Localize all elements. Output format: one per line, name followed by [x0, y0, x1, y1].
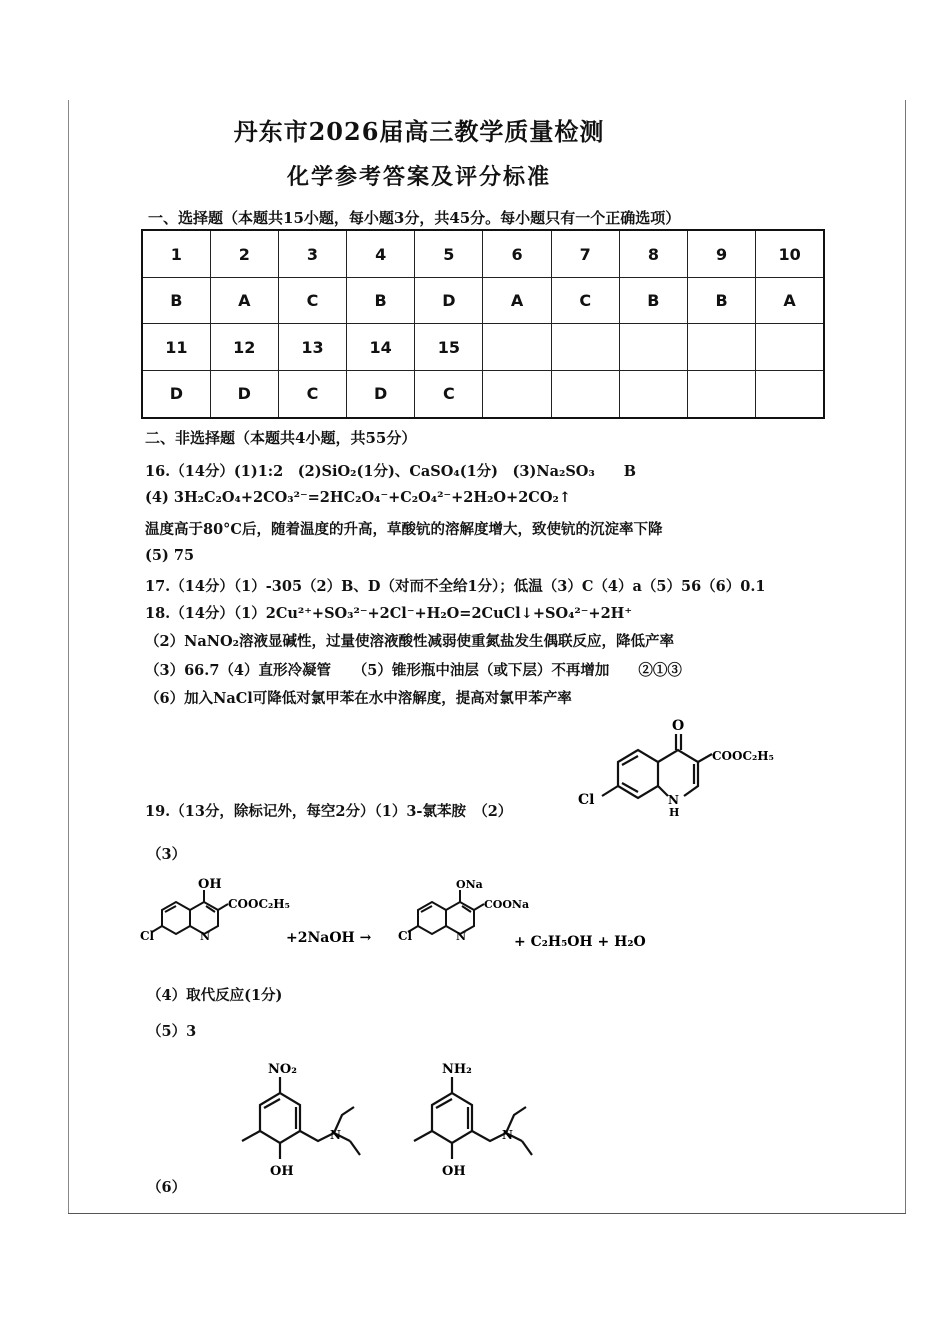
q19-part6-structures: [220, 1055, 580, 1190]
struct-b-oh-label: OH: [442, 1164, 466, 1179]
question-number-cell: [619, 324, 687, 370]
q16-line1: 16.（14分）(1)1:2 (2)SiO₂(1分)、CaSO₄(1分) (3)Na₂SO₃ B: [145, 463, 637, 480]
question-number-cell: [756, 324, 824, 370]
q19-reaction-scheme: [140, 870, 660, 960]
q16-line2: (4) 3H₂C₂O₄+2CO₃²⁻=2HC₂O₄⁻+C₂O₄²⁻+2H₂O+2CO₂↑: [145, 489, 571, 506]
section2-heading: 二、非选择题（本题共4小题，共55分）: [145, 429, 417, 447]
q16-line3: 温度高于80°C后，随着温度的升高，草酸钪的溶解度增大，致使钪的沉淀率下降: [145, 521, 663, 538]
product-n-label: N: [456, 930, 467, 943]
reactant-n-label: N: [200, 930, 211, 943]
struct-a-oh-label: OH: [270, 1164, 294, 1179]
question-number-cell: [551, 324, 619, 370]
question-number-cell: 10: [756, 230, 824, 278]
page-title: 丹东市2026届高三教学质量检测: [233, 117, 605, 146]
q18-line1: 18.（14分）（1）2Cu²⁺+SO₃²⁻+2Cl⁻+H₂O=2CuCl↓+SO₄²⁻+2H⁺: [145, 605, 633, 622]
answer-cell: D: [142, 370, 210, 418]
answer-table-row: [142, 324, 824, 370]
reactant-oh-label: OH: [198, 877, 222, 892]
struct-b-nh2-label: NH₂: [442, 1062, 472, 1077]
question-number-cell: 15: [415, 324, 483, 370]
answer-cell: [619, 370, 687, 418]
question-number-cell: 5: [415, 230, 483, 278]
quinolone-n-label: N: [668, 793, 679, 807]
question-number-cell: [688, 324, 756, 370]
q18-line2: （2）NaNO₂溶液显碱性，过量使溶液酸性减弱使重氮盐发生偶联反应，降低产率: [145, 633, 674, 650]
answer-cell: C: [278, 370, 346, 418]
q17-line: 17.（14分）（1）-305（2）B、D（对而不全给1分）；低温（3）C（4）a（5）56（6）0.1: [145, 578, 766, 595]
answer-cell: C: [415, 370, 483, 418]
question-number-cell: 7: [551, 230, 619, 278]
answer-table: [141, 229, 825, 419]
struct-b-n-label: N: [502, 1128, 513, 1142]
reactant-ester-label: COOC₂H₅: [228, 897, 290, 911]
answer-cell: [688, 370, 756, 418]
page-subtitle: 化学参考答案及评分标准: [286, 164, 551, 190]
q18-line4: （6）加入NaCl可降低对氯甲苯在水中溶解度，提高对氯甲苯产率: [145, 690, 572, 707]
question-number-cell: 13: [278, 324, 346, 370]
answer-cell: D: [415, 278, 483, 324]
question-number-cell: 14: [347, 324, 415, 370]
section1-heading: 一、选择题（本题共15小题，每小题3分，共45分。每小题只有一个正确选项）: [148, 209, 681, 227]
answer-table-row: [142, 230, 824, 278]
reagent-text: +2NaOH →: [286, 930, 372, 946]
product-cl-label: Cl: [398, 929, 413, 943]
answer-table-row: [142, 370, 824, 418]
answer-cell: [756, 370, 824, 418]
reactant-cl-label: Cl: [140, 929, 155, 943]
question-number-cell: 3: [278, 230, 346, 278]
answer-cell: A: [756, 278, 824, 324]
quinolone-cl-label: Cl: [578, 792, 595, 808]
quinolone-h-label: H: [669, 806, 680, 819]
question-number-cell: 1: [142, 230, 210, 278]
q19-part4: （4）取代反应(1分): [147, 987, 283, 1004]
answer-cell: B: [347, 278, 415, 324]
bottom-border: [68, 1213, 906, 1214]
answer-cell: C: [551, 278, 619, 324]
answer-cell: A: [210, 278, 278, 324]
answer-cell: D: [347, 370, 415, 418]
question-number-cell: 8: [619, 230, 687, 278]
answer-table-row: [142, 278, 824, 324]
question-number-cell: [483, 324, 551, 370]
quinolone-ester-label: COOC₂H₅: [712, 749, 774, 763]
q19-part3-label: （3）: [147, 846, 187, 863]
q19-line1: 19.（13分，除标记外，每空2分）（1）3-氯苯胺 （2）: [145, 803, 513, 820]
q16-line4: (5) 75: [145, 547, 195, 564]
question-number-cell: 2: [210, 230, 278, 278]
struct-a-no2-label: NO₂: [268, 1062, 297, 1077]
answer-cell: A: [483, 278, 551, 324]
question-number-cell: 12: [210, 324, 278, 370]
product-ona-label: ONa: [456, 878, 483, 891]
products-text: + C₂H₅OH + H₂O: [514, 934, 646, 950]
q19-part6-label: （6）: [147, 1179, 187, 1196]
struct-a-n-label: N: [330, 1128, 341, 1142]
answer-cell: D: [210, 370, 278, 418]
left-border: [68, 100, 69, 1214]
question-number-cell: 9: [688, 230, 756, 278]
quinolone-structure: [560, 712, 810, 824]
question-number-cell: 11: [142, 324, 210, 370]
answer-cell: B: [142, 278, 210, 324]
answer-cell: [551, 370, 619, 418]
answer-cell: B: [688, 278, 756, 324]
quinolone-o-label: O: [672, 718, 685, 734]
answer-cell: C: [278, 278, 346, 324]
question-number-cell: 6: [483, 230, 551, 278]
right-border: [905, 100, 906, 1214]
answer-cell: B: [619, 278, 687, 324]
product-coona-label: COONa: [484, 898, 530, 911]
q18-line3: （3）66.7（4）直形冷凝管 （5）锥形瓶中油层（或下层）不再增加 ②①③: [145, 662, 682, 679]
answer-cell: [483, 370, 551, 418]
question-number-cell: 4: [347, 230, 415, 278]
q19-part5: （5）3: [147, 1023, 197, 1040]
